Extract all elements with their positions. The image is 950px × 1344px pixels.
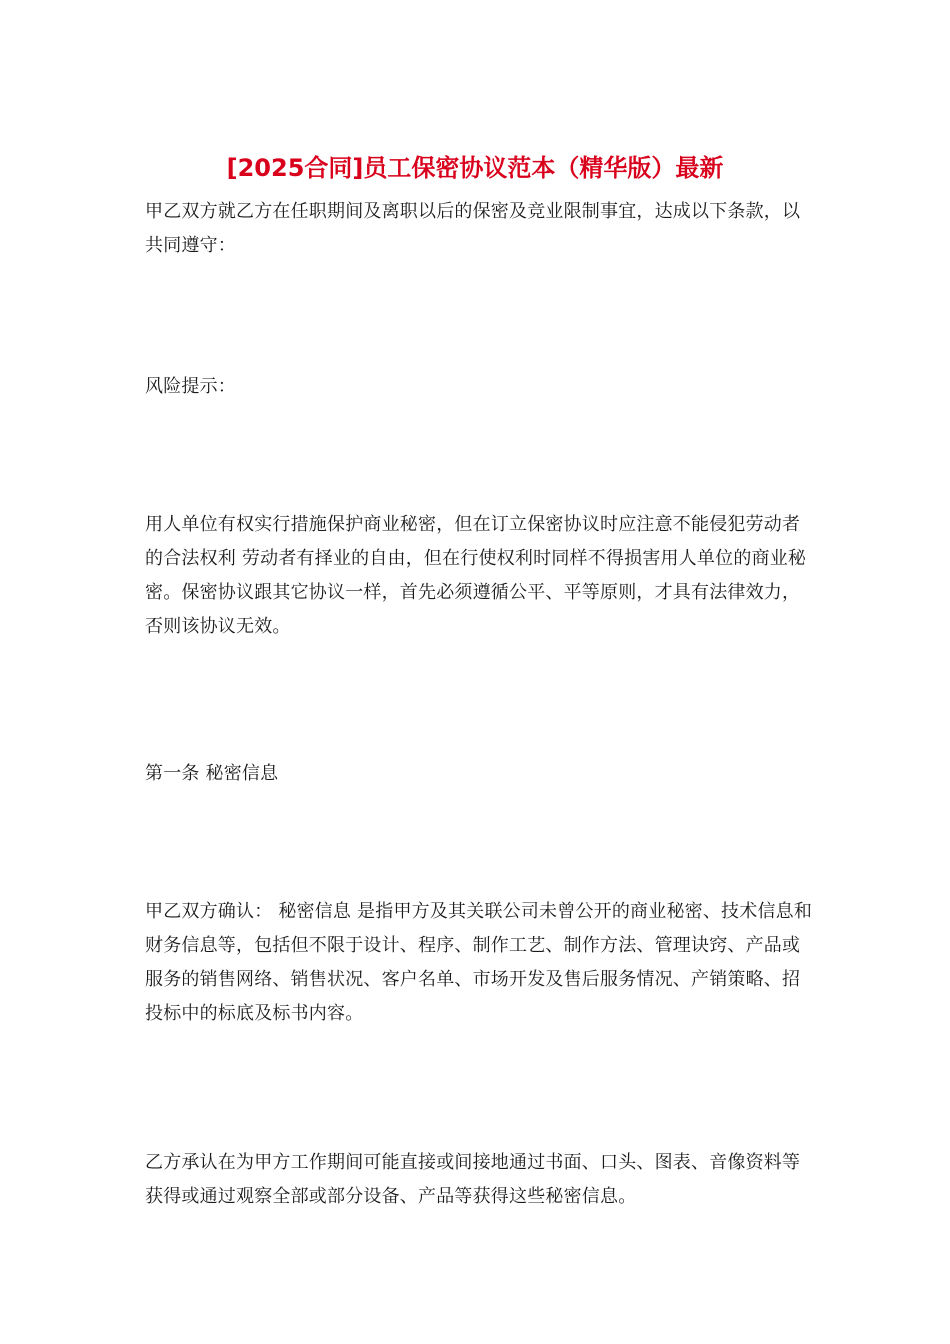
risk-tip-paragraph: 用人单位有权实行措施保护商业秘密，但在订立保密协议时应注意不能侵犯劳动者的合法权利 劳动者有择业的自由，但在行使权利时同样不得损害用人单位的商业秘密。保密协议跟其它协议一样，首先必须遵循公平、平等原则，才具有法律效力，否则该协议无效。 [145,514,807,637]
risk-tip-heading: 风险提示： [145,376,236,397]
confidential-info-definition: 甲乙双方确认： 秘密信息 是指甲方及其关联公司未曾公开的商业秘密、技术信息和财务信息等，包括但不限于设计、程序、制作工艺、制作方法、管理诀窍、产品或服务的销售网络、销售状况、客户名单、市场开发及售后服务情况、产销策略、招投标中的标底及标书内容。 [145,901,813,1024]
confidential-info-acknowledgement: 乙方承认在为甲方工作期间可能直接或间接地通过书面、口头、图表、音像资料等获得或通过观察全部或部分设备、产品等获得这些秘密信息。 [145,1152,801,1207]
intro-paragraph: 甲乙双方就乙方在任职期间及离职以后的保密及竞业限制事宜，达成以下条款，以共同遵守： [145,201,801,256]
article-one-heading: 第一条 秘密信息 [145,763,279,784]
document-title: [2025合同]员工保密协议范本（精华版）最新 [226,154,724,182]
